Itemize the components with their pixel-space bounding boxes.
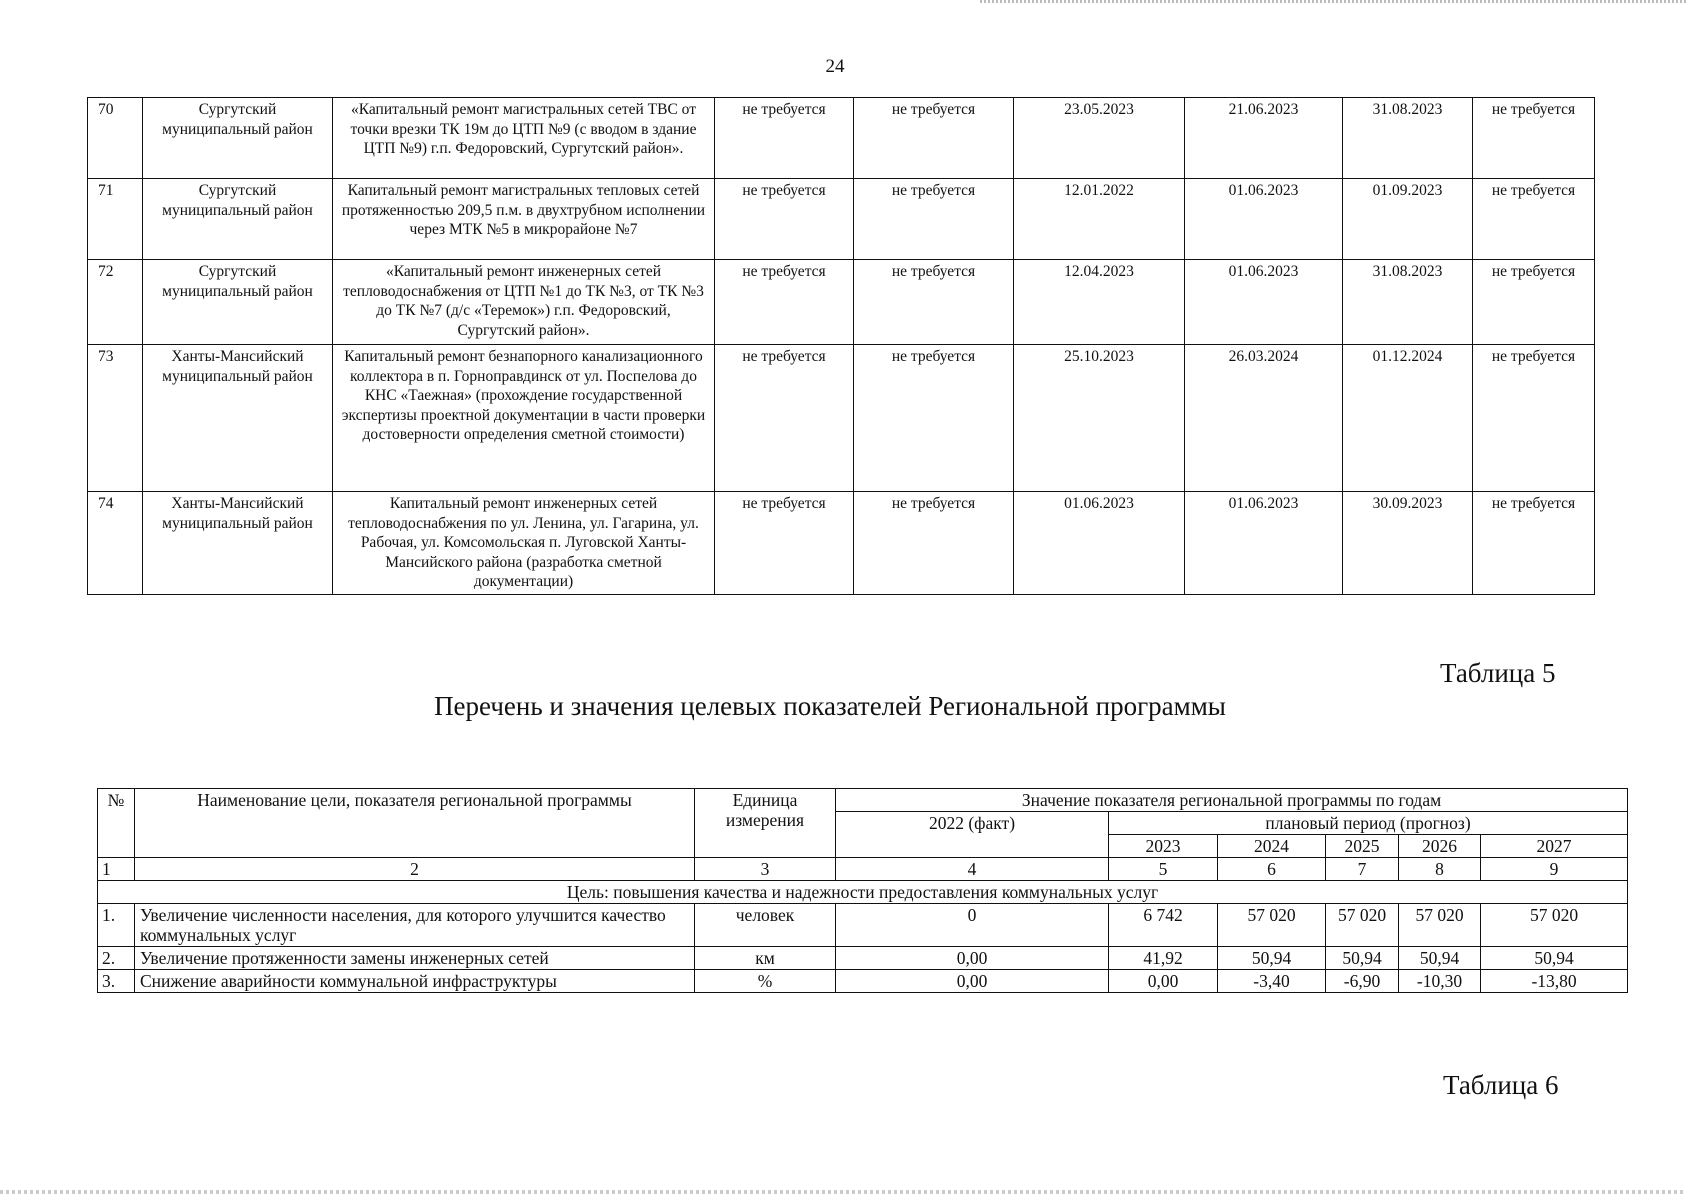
row-index: 3. (98, 970, 135, 993)
date-cell: 31.08.2023 (1343, 260, 1473, 345)
indicator-name: Увеличение численности населения, для которого улучшится качество коммунальных услуг (135, 904, 695, 947)
header-year: 2023 (1109, 835, 1218, 858)
status-cell: не требуется (715, 98, 854, 179)
column-number: 6 (1218, 858, 1326, 881)
column-number: 9 (1481, 858, 1628, 881)
object-cell: Капитальный ремонт магистральных тепловых сетей протяженностью 209,5 п.м. в двухтрубном исполнении через МТК №5 в микрорайоне №7 (333, 179, 715, 260)
status-cell: не требуется (715, 260, 854, 345)
status-cell: не требуется (1473, 345, 1595, 492)
table-row (88, 345, 1595, 492)
object-cell: Капитальный ремонт безнапорного канализационного коллектора в п. Горноправдинск от ул. Поспелова до КНС «Таежная» (прохождение государственной экспертизы проектной документации в части проверки достоверности определения сметной стоимости) (333, 345, 715, 492)
goal-row (98, 881, 1628, 904)
value-2027: -13,80 (1481, 970, 1628, 993)
district-cell: Сургутский муниципальный район (143, 260, 333, 345)
scan-edge-bottom (0, 1190, 1686, 1194)
unit-cell: человек (695, 904, 836, 947)
target-indicators-table (97, 788, 1628, 993)
column-number-row (98, 858, 1628, 881)
indicator-name: Увеличение протяженности замены инженерных сетей (135, 947, 695, 970)
district-cell: Сургутский муниципальный район (143, 179, 333, 260)
fact-value: 0,00 (836, 947, 1109, 970)
table-row (98, 947, 1628, 970)
table-row (88, 179, 1595, 260)
district-cell: Ханты-Мансийский муниципальный район (143, 345, 333, 492)
date-cell: 01.06.2023 (1185, 492, 1343, 595)
date-cell: 30.09.2023 (1343, 492, 1473, 595)
district-cell: Сургутский муниципальный район (143, 98, 333, 179)
status-cell: не требуется (715, 492, 854, 595)
row-number: 74 (88, 492, 143, 595)
row-number: 70 (88, 98, 143, 179)
date-cell: 12.01.2022 (1014, 179, 1185, 260)
object-cell: Капитальный ремонт инженерных сетей тепловодоснабжения по ул. Ленина, ул. Гагарина, ул. Рабочая, ул. Комсомольская п. Луговской Ханты-Мансийского района (разработка сметной документации) (333, 492, 715, 595)
status-cell: не требуется (715, 179, 854, 260)
header-unit: Единица измерения (695, 789, 836, 858)
table-5-caption: Таблица 5 (1440, 658, 1556, 688)
date-cell: 01.06.2023 (1185, 179, 1343, 260)
value-2025: 57 020 (1326, 904, 1399, 947)
row-index: 1. (98, 904, 135, 947)
value-2025: 50,94 (1326, 947, 1399, 970)
table-row (88, 492, 1595, 595)
value-2026: 57 020 (1399, 904, 1481, 947)
column-number: 5 (1109, 858, 1218, 881)
date-cell: 01.06.2023 (1014, 492, 1185, 595)
table-5-title: Перечень и значения целевых показателей Региональной программы (434, 691, 1226, 721)
page-number: 24 (825, 56, 845, 77)
status-cell: не требуется (854, 492, 1014, 595)
header-values-group: Значение показателя региональной программы по годам (836, 789, 1628, 812)
header-plan-group: плановый период (прогноз) (1109, 812, 1628, 835)
scan-edge-top (980, 0, 1686, 3)
date-cell: 12.04.2023 (1014, 260, 1185, 345)
row-number: 72 (88, 260, 143, 345)
row-index: 2. (98, 947, 135, 970)
date-cell: 01.06.2023 (1185, 260, 1343, 345)
unit-cell: % (695, 970, 836, 993)
row-number: 71 (88, 179, 143, 260)
date-cell: 01.09.2023 (1343, 179, 1473, 260)
status-cell: не требуется (854, 98, 1014, 179)
value-2023: 0,00 (1109, 970, 1218, 993)
column-number: 7 (1326, 858, 1399, 881)
goal-text: Цель: повышения качества и надежности предоставления коммунальных услуг (98, 881, 1628, 904)
status-cell: не требуется (854, 345, 1014, 492)
district-cell: Ханты-Мансийский муниципальный район (143, 492, 333, 595)
value-2026: -10,30 (1399, 970, 1481, 993)
status-cell: не требуется (1473, 260, 1595, 345)
status-cell: не требуется (1473, 98, 1595, 179)
column-number: 8 (1399, 858, 1481, 881)
value-2027: 57 020 (1481, 904, 1628, 947)
column-number: 4 (836, 858, 1109, 881)
value-2027: 50,94 (1481, 947, 1628, 970)
unit-cell: км (695, 947, 836, 970)
column-number: 1 (98, 858, 135, 881)
row-number: 73 (88, 345, 143, 492)
table-row (88, 260, 1595, 345)
object-cell: «Капитальный ремонт магистральных сетей ТВС от точки врезки ТК 19м до ЦТП №9 (с вводом в здание ЦТП №9) г.п. Федоровский, Сургутский район». (333, 98, 715, 179)
header-row (98, 789, 1628, 812)
value-2024: 50,94 (1218, 947, 1326, 970)
status-cell: не требуется (854, 179, 1014, 260)
indicator-name: Снижение аварийности коммунальной инфраструктуры (135, 970, 695, 993)
value-2023: 41,92 (1109, 947, 1218, 970)
object-cell: «Капитальный ремонт инженерных сетей тепловодоснабжения от ЦТП №1 до ТК №3, от ТК №3 до ТК №7 (д/с «Теремок») г.п. Федоровский, Сургутский район». (333, 260, 715, 345)
status-cell: не требуется (1473, 179, 1595, 260)
table-row (98, 970, 1628, 993)
header-name: Наименование цели, показателя региональной программы (135, 789, 695, 858)
value-2024: 57 020 (1218, 904, 1326, 947)
status-cell: не требуется (715, 345, 854, 492)
table-row (98, 904, 1628, 947)
header-year: 2024 (1218, 835, 1326, 858)
date-cell: 26.03.2024 (1185, 345, 1343, 492)
header-year: 2025 (1326, 835, 1399, 858)
value-2024: -3,40 (1218, 970, 1326, 993)
date-cell: 31.08.2023 (1343, 98, 1473, 179)
column-number: 3 (695, 858, 836, 881)
header-fact-year: 2022 (факт) (836, 812, 1109, 858)
status-cell: не требуется (1473, 492, 1595, 595)
value-2023: 6 742 (1109, 904, 1218, 947)
header-year: 2026 (1399, 835, 1481, 858)
date-cell: 23.05.2023 (1014, 98, 1185, 179)
fact-value: 0,00 (836, 970, 1109, 993)
table-6-caption: Таблица 6 (1443, 1070, 1559, 1100)
fact-value: 0 (836, 904, 1109, 947)
status-cell: не требуется (854, 260, 1014, 345)
header-year: 2027 (1481, 835, 1628, 858)
date-cell: 25.10.2023 (1014, 345, 1185, 492)
value-2025: -6,90 (1326, 970, 1399, 993)
header-num: № (98, 789, 135, 858)
value-2026: 50,94 (1399, 947, 1481, 970)
date-cell: 21.06.2023 (1185, 98, 1343, 179)
date-cell: 01.12.2024 (1343, 345, 1473, 492)
table-row (88, 98, 1595, 179)
repair-objects-table (87, 97, 1595, 595)
column-number: 2 (135, 858, 695, 881)
